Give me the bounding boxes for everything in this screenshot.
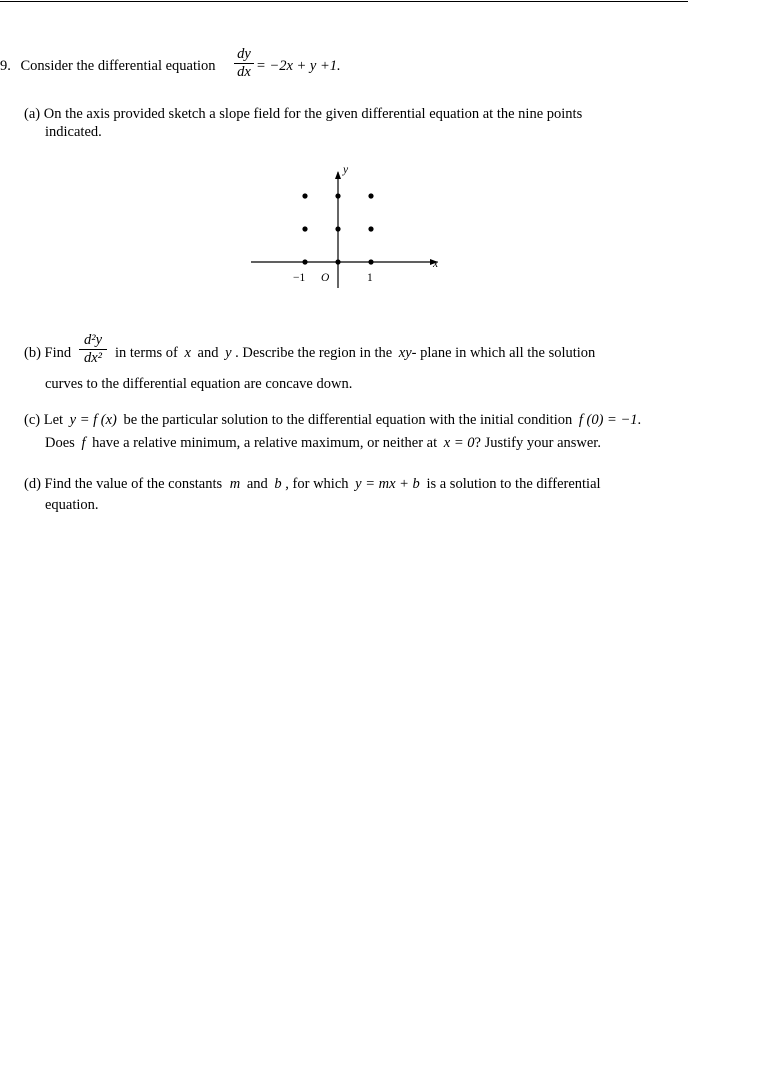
part-d-line2: equation.	[45, 497, 99, 513]
part-c-label: (c) Let	[24, 412, 64, 428]
part-b-and: and	[197, 345, 219, 361]
problem-number: 9.	[0, 58, 11, 74]
part-c-period: .	[637, 412, 642, 428]
part-b-var-y: y	[225, 345, 232, 361]
part-c-line2	[45, 434, 601, 452]
second-derivative-denominator: dx²	[83, 350, 103, 366]
part-d-m-var: m	[229, 476, 241, 492]
part-c-func-expr: y = f (x)	[69, 412, 117, 428]
slope-field-axes	[245, 160, 455, 292]
problem-line	[0, 57, 216, 75]
part-d-line-expr: y = mx + b	[355, 476, 420, 492]
grid-point-6	[302, 193, 307, 198]
part-c-line2-c: ? Justify your answer.	[474, 435, 601, 451]
part-c-x-eq: x = 0	[443, 435, 475, 451]
y-axis-label: y	[343, 164, 349, 176]
part-d-text2: is a solution to the differential	[426, 476, 601, 492]
part-b-line2: curves to the differential equation are concave down.	[45, 376, 353, 392]
part-b-text1: in terms of	[115, 345, 178, 361]
part-c-initial-condition: f (0) = −1	[578, 412, 638, 428]
top-rule	[0, 1, 688, 2]
dy-dx-denominator: dx	[237, 64, 251, 80]
origin-label: O	[321, 272, 330, 284]
part-a-line1	[24, 105, 582, 123]
dy-dx-numerator: dy	[237, 46, 251, 62]
grid-point-0	[302, 259, 307, 264]
part-c-line2-a: Does	[45, 435, 75, 451]
tick-label-pos1: 1	[367, 272, 373, 284]
grid-point-4	[335, 226, 340, 231]
part-b-line1	[115, 344, 595, 362]
part-a-label: (a)	[24, 106, 41, 122]
part-b-text2: . Describe the region in the	[235, 345, 393, 361]
part-d-text1: , for which	[285, 476, 349, 492]
x-axis-label: x	[433, 258, 439, 270]
part-c-text1: be the particular solution to the differential equation with the initial condition	[123, 412, 573, 428]
part-b-var-x: x	[184, 345, 191, 361]
part-d-b-var: b	[274, 476, 282, 492]
part-c-line2-b: have a relative minimum, a relative maximum, or neither at	[92, 435, 438, 451]
grid-point-8	[368, 193, 373, 198]
part-b-text3: - plane in which all the solution	[411, 345, 596, 361]
grid-point-2	[368, 259, 373, 264]
grid-point-3	[302, 226, 307, 231]
part-d-label: (d) Find the value of the constants	[24, 476, 223, 492]
part-b-plane-var: xy	[398, 345, 412, 361]
grid-point-7	[335, 193, 340, 198]
part-d-line1	[24, 475, 601, 493]
part-d-and: and	[246, 476, 268, 492]
dy-dx-fraction	[234, 47, 254, 80]
tick-label-neg1: −1	[293, 272, 306, 284]
part-a-line2: indicated.	[45, 124, 102, 140]
part-c-line1	[24, 411, 641, 429]
part-b-label: (b) Find	[24, 345, 72, 361]
part-a-text: On the axis provided sketch a slope field for the given differential equation at the nine points	[43, 106, 583, 122]
grid-point-5	[368, 226, 373, 231]
part-c-f-var: f	[81, 435, 86, 451]
problem-intro-text: Consider the differential equation	[20, 58, 216, 74]
second-derivative-numerator: d²y	[83, 332, 103, 348]
differential-equation-rhs: = −2x + y +1.	[256, 58, 341, 74]
grid-point-1	[335, 259, 340, 264]
second-derivative-fraction	[79, 333, 107, 366]
